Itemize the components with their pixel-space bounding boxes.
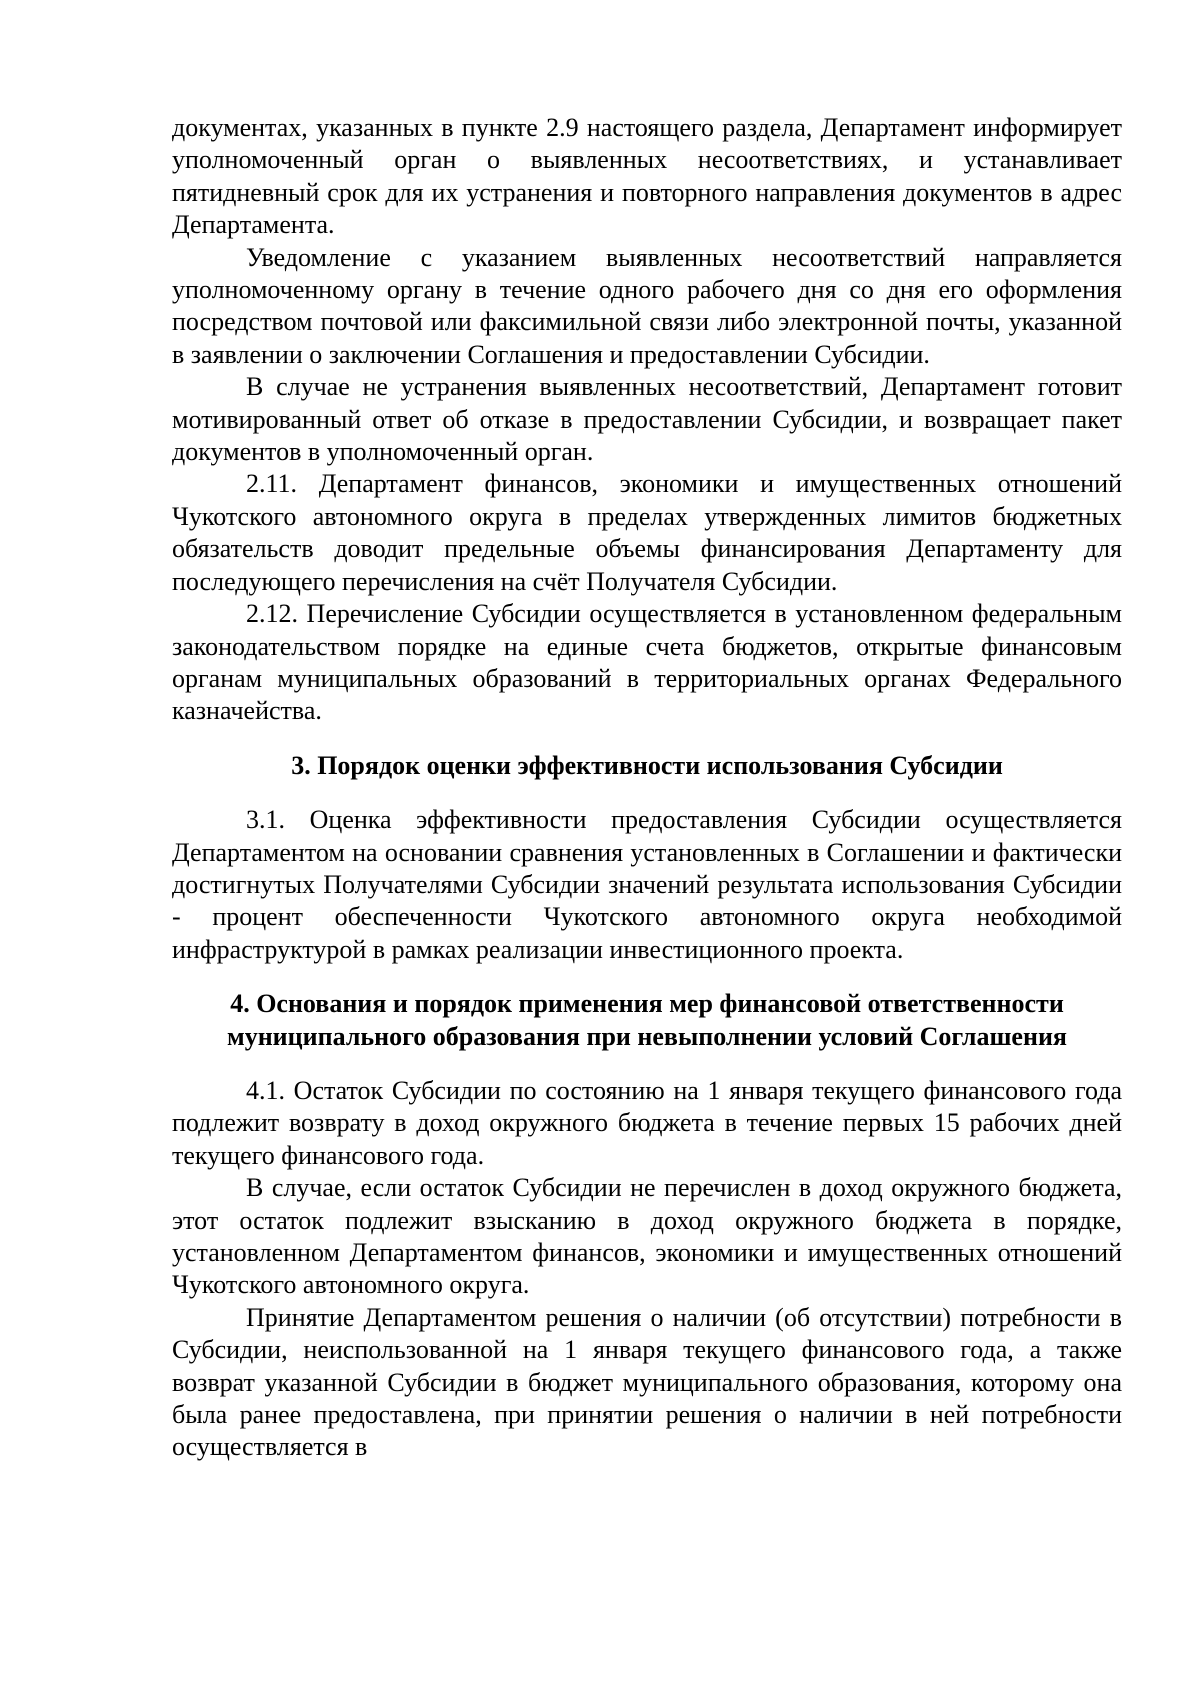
paragraph-recovery: В случае, если остаток Субсидии не перечислен в доход окружного бюджета, этот остаток подлежит взысканию в доход окружного бюджета в порядке, установленном Департаментом финансов, экономики и имущественных отношений Чукотского автономного округа. <box>172 1173 1122 1300</box>
paragraph-2-11: 2.11. Департамент финансов, экономики и имущественных отношений Чукотского автономного округа в пределах утвержденных лимитов бюджетных обязательств доводит предельные объемы финансирования Департаменту для последующего перечисления на счёт Получателя Субсидии. <box>172 469 1122 596</box>
paragraph-continuation: документах, указанных в пункте 2.9 настоящего раздела, Департамент информирует уполномоченный орган о выявленных несоответствиях, и устанавливает пятидневный срок для их устранения и повторного направления документов в адрес Департамента. <box>172 113 1122 240</box>
paragraph-decision: Принятие Департаментом решения о наличии (об отсутствии) потребности в Субсидии, неиспользованной на 1 января текущего финансового года, а также возврат указанной Субсидии в бюджет муниципального образования, которому она была ранее предоставлена, при принятии решения о наличии в ней потребности осуществляется в <box>172 1302 1122 1462</box>
section-4-heading <box>172 988 1122 1053</box>
paragraph-3-1: 3.1. Оценка эффективности предоставления Субсидии осуществляется Департаментом на основании сравнения установленных в Соглашении и фактически достигнутых Получателями Субсидии значений результата использования Субсидии - процент обеспеченности Чукотского автономного округа необходимой инфраструктурой в рамках реализации инвестиционного проекта. <box>172 805 1122 964</box>
paragraph-notification: Уведомление с указанием выявленных несоответствий направляется уполномоченному органу в течение одного рабочего дня со дня его оформления посредством почтовой или факсимильной связи либо электронной почты, указанной в заявлении о заключении Соглашения и предоставлении Субсидии. <box>172 242 1122 369</box>
paragraph-2-12: 2.12. Перечисление Субсидии осуществляется в установленном федеральным законодательством порядке на единые счета бюджетов, открытые финансовым органам муниципальных образований в территориальных органах Федерального казначейства. <box>172 599 1122 726</box>
paragraph-4-1: 4.1. Остаток Субсидии по состоянию на 1 января текущего финансового года подлежит возврату в доход окружного бюджета в течение первых 15 рабочих дней текущего финансового года. <box>172 1075 1122 1170</box>
section-3-heading: 3. Порядок оценки эффективности использования Субсидии <box>291 750 1003 780</box>
section-4-heading-line-2: муниципального образования при невыполнении условий Соглашения <box>226 1021 1067 1051</box>
document-page <box>172 112 1122 1464</box>
section-4-heading-line-1: 4. Основания и порядок применения мер финансовой ответственности <box>230 989 1064 1019</box>
paragraph-refusal: В случае не устранения выявленных несоответствий, Департамент готовит мотивированный ответ об отказе в предоставлении Субсидии, и возвращает пакет документов в уполномоченный орган. <box>172 372 1122 467</box>
